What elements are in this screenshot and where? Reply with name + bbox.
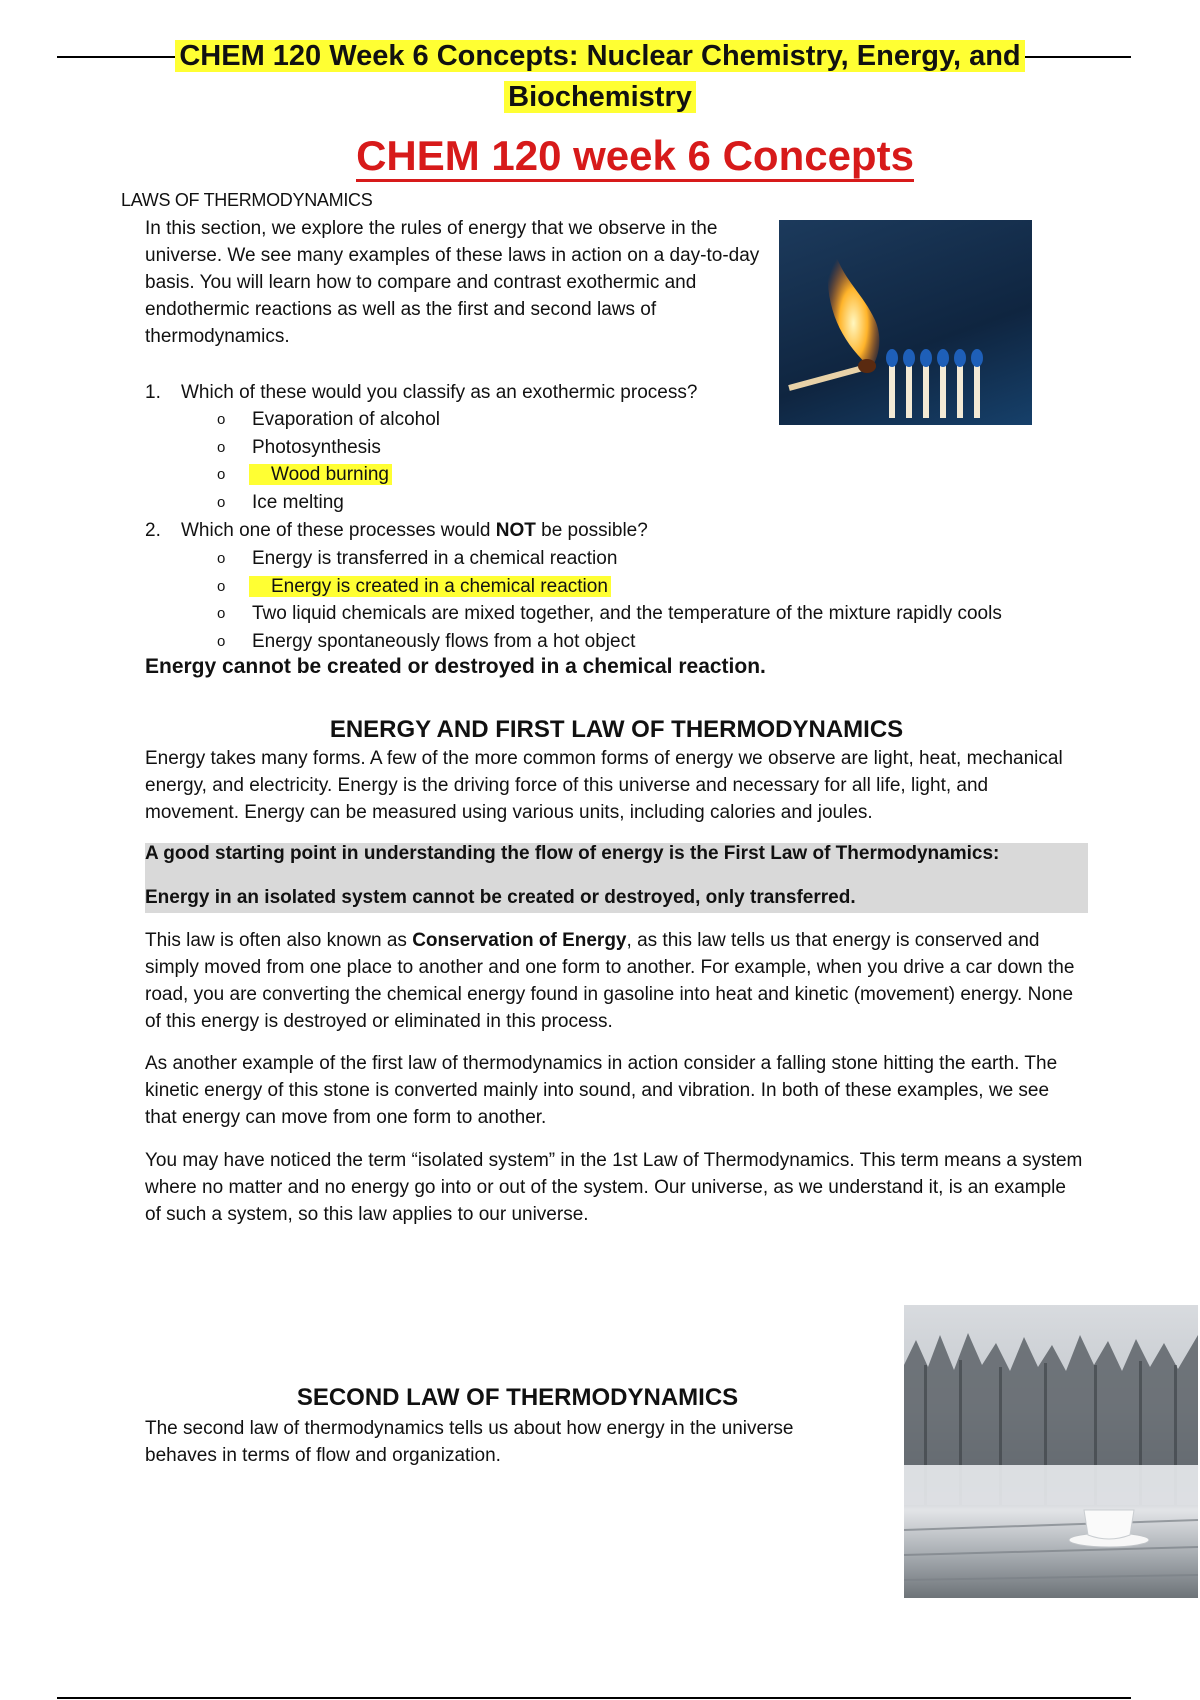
option-text: Photosynthesis: [252, 436, 381, 458]
option-item-highlighted: [217, 573, 1002, 601]
laws-intro: In this section, we explore the rules of energy that we observe in the universe. We see many examples of these laws in action on a day-to-day basis. You will learn how to compare and contrast exothermic and endothermic reactions as well as the first and second laws of thermodynamics.: [145, 218, 760, 347]
footer-rule: [57, 1697, 1131, 1699]
option-item: [217, 434, 440, 462]
question-1: [145, 379, 698, 406]
option-item: [217, 489, 440, 517]
title-line-1: CHEM 120 Week 6 Concepts: Nuclear Chemistry, Energy, and: [175, 40, 1024, 72]
match-flame-icon: [779, 220, 1032, 425]
laws-heading: LAWS OF THERMODYNAMICS: [121, 190, 373, 210]
question-2: [145, 517, 648, 544]
paragraph-2-text-rest: , as this law tells us that energy is conserved and simply moved from one place to another and one form to another. For example, when you drive a car down the road, you are converting the chemical energy found in gasoline into heat and kinetic (movement) energy. None of this energy is destroyed or eliminated in this process.: [145, 930, 1075, 1032]
option-text: Energy is transferred in a chemical reaction: [252, 548, 618, 569]
second-law-heading: SECOND LAW OF THERMODYNAMICS: [296, 1384, 739, 1411]
option-item: [217, 545, 1002, 573]
answer-note: Energy cannot be created or destroyed in a chemical reaction.: [145, 655, 766, 678]
option-text: Energy spontaneously flows from a hot object: [252, 630, 636, 652]
option-text: Evaporation of alcohol: [252, 409, 441, 430]
question-2-text-bold: NOT: [495, 520, 536, 541]
callout-line-2: Energy in an isolated system cannot be created or destroyed, only transferred.: [145, 887, 856, 908]
paragraph-2-text: This law is often also known as: [145, 930, 413, 951]
option-item: [217, 628, 1002, 656]
page-subtitle: [0, 132, 1200, 180]
first-law-callout: [145, 843, 1088, 913]
option-text-highlighted: Energy is created in a chemical reaction: [249, 576, 611, 597]
second-law-paragraph-1: The second law of thermodynamics tells us about how energy in the universe behaves in terms of flow and organization.: [145, 1418, 794, 1466]
callout-line-1: A good starting point in understanding the flow of energy is the First Law of Thermodynamics:: [145, 843, 1000, 864]
option-text: Ice melting: [252, 491, 344, 513]
option-text: Two liquid chemicals are mixed together, and the temperature of the mixture rapidly cools: [252, 603, 1002, 624]
question-1-options: [217, 406, 440, 516]
first-law-paragraph-4: You may have noticed the term “isolated system” in the 1st Law of Thermodynamics. This term means a system where no matter and no energy go into or out of the system. Our universe, as we understand it, is an example of such a system, so this law applies to our universe.: [145, 1150, 1083, 1225]
snowy-forest-teacup-icon: [904, 1305, 1198, 1598]
option-item: [217, 406, 440, 434]
title-line-2: Biochemistry: [504, 81, 696, 113]
option-text-highlighted: Wood burning: [249, 464, 392, 485]
question-2-number: 2.: [145, 520, 161, 541]
question-1-number: 1.: [145, 382, 161, 403]
document-title: [0, 36, 1200, 118]
conservation-of-energy-term: Conservation of Energy: [412, 930, 627, 951]
question-2-text-before: Which one of these processes would: [181, 520, 496, 541]
page-subtitle-text: CHEM 120 week 6 Concepts: [356, 132, 914, 182]
question-2-options: [217, 545, 1002, 655]
first-law-paragraph-3: As another example of the first law of thermodynamics in action consider a falling stone hitting the earth. The kinetic energy of this stone is converted mainly into sound, and vibration. In both of these examples, we see that energy can move from one form to another.: [145, 1053, 1058, 1128]
question-2-text-after: be possible?: [535, 520, 648, 541]
question-1-text: Which of these would you classify as an exothermic process?: [181, 382, 698, 403]
first-law-heading: ENERGY AND FIRST LAW OF THERMODYNAMICS: [329, 716, 904, 743]
first-law-paragraph-1: Energy takes many forms. A few of the more common forms of energy we observe are light, heat, mechanical energy, and electricity. Energy is the driving force of this universe and necessary for all life, light, and movement. Energy can be measured using various units, including calories and joules.: [145, 748, 1063, 823]
option-item: [217, 600, 1002, 628]
first-law-paragraph-2: [145, 927, 1080, 1035]
option-item-highlighted: [217, 461, 440, 489]
